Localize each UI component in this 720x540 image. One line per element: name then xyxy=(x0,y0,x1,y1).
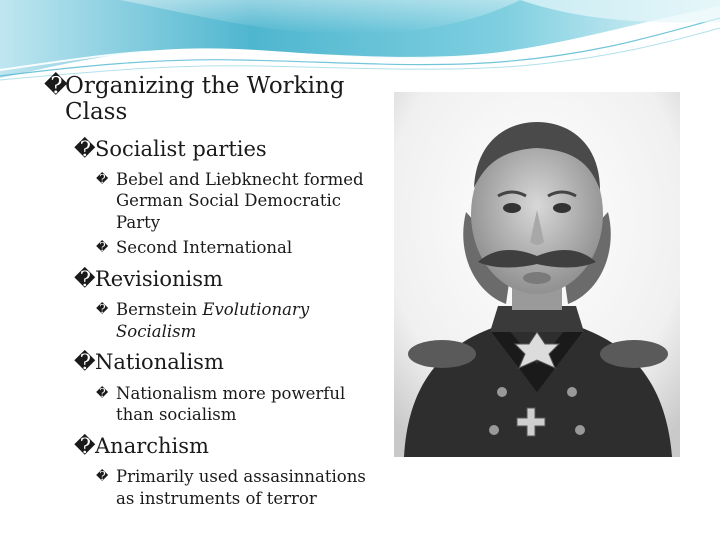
title-line-1: Organizing the Working xyxy=(65,73,345,99)
book-title: Evolutionary Socialism xyxy=(116,300,310,341)
section-heading-socialist-parties: � Socialist parties xyxy=(74,136,267,161)
bullet-icon: � xyxy=(96,172,109,187)
bullet-icon: � xyxy=(74,266,96,291)
bullet-icon: � xyxy=(96,240,109,255)
bullet-icon: � xyxy=(74,433,96,458)
bullet-item: � Nationalism more powerful than socialism xyxy=(96,383,346,425)
bullet-icon: � xyxy=(96,469,109,484)
bullet-icon: � xyxy=(74,136,96,161)
bullet-item: � Primarily used assasinnations as instruments of terror xyxy=(96,467,366,508)
bullet-item: � Bebel and Liebknecht formed German Social Democratic Party xyxy=(96,170,364,232)
title-line-2: Class xyxy=(65,98,128,125)
bullet-icon: � xyxy=(96,385,109,400)
bullet-item: � Second International xyxy=(96,238,293,258)
section-heading-revisionism: � Revisionism xyxy=(74,266,223,291)
section-heading-anarchism: � Anarchism xyxy=(74,433,209,458)
portrait-image xyxy=(394,92,680,457)
slide-content xyxy=(44,74,384,513)
bullet-icon: � xyxy=(74,350,96,375)
bullet-icon: � xyxy=(44,73,68,99)
slide-title xyxy=(44,74,384,126)
bullet-icon: � xyxy=(96,302,109,317)
section-heading-nationalism: � Nationalism xyxy=(74,350,224,375)
bullet-item: � Bernstein Evolutionary Socialism xyxy=(96,300,310,341)
